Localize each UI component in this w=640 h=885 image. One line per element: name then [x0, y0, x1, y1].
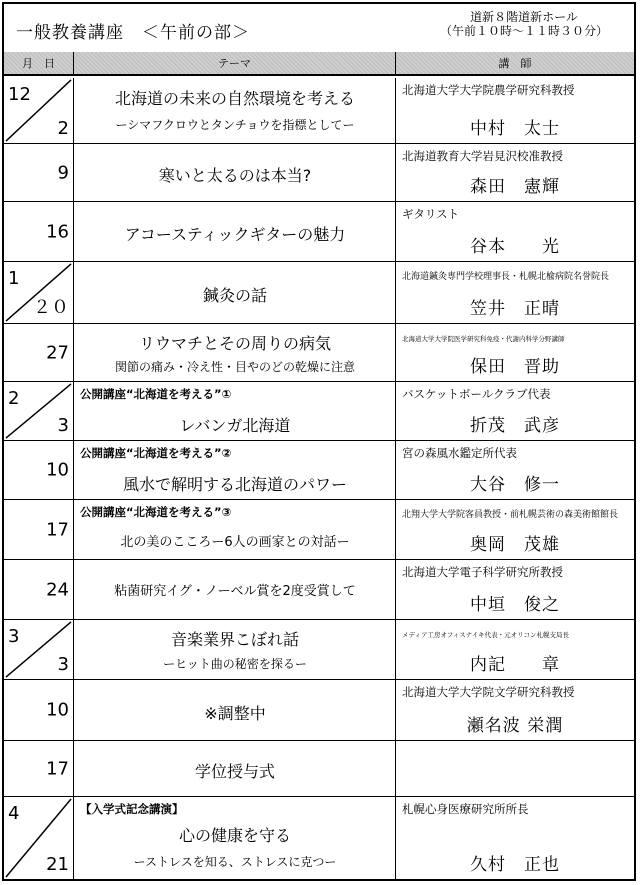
day-label: 17: [46, 519, 69, 540]
lecturer-name: 大谷 修一: [470, 475, 560, 495]
lecturer-cell: [396, 202, 634, 261]
theme-cell: [74, 560, 396, 619]
table-row: [4, 500, 634, 560]
lecturer-name: 森田 憲輝: [470, 177, 560, 197]
series-label: 公開講座“北海道を考える”②: [80, 446, 232, 460]
theme-title: 音楽業界こぼれ話: [170, 630, 299, 649]
date-cell: [4, 324, 74, 381]
day-label: 2: [57, 118, 69, 139]
venue-time: （午前１０時～１１時３０分）: [439, 24, 608, 38]
lecturer-affiliation: 北翔大学大学院客員教授・前札幌芸術の森美術館館長: [402, 510, 619, 520]
lecturer-affiliation: ギタリスト: [402, 207, 460, 221]
date-cell: [4, 441, 74, 499]
column-header-lecturer: 講 師: [396, 52, 634, 76]
date-cell: [4, 620, 74, 679]
month-label: 4: [8, 803, 20, 824]
theme-cell: [74, 620, 396, 679]
day-label: 10: [46, 459, 69, 481]
date-cell: [4, 797, 74, 879]
lecturer-name: 谷本 光: [470, 237, 560, 257]
theme-cell: [74, 441, 396, 499]
lecturer-affiliation: 北海道教育大学岩見沢校准教授: [402, 149, 563, 163]
table-row: [4, 441, 634, 500]
theme-title: 鍼灸の話: [202, 286, 267, 305]
theme-title: 粘菌研究イグ・ノーベル賞を2度受賞して: [114, 584, 356, 599]
lecturer-cell: [396, 620, 634, 679]
theme-cell: [74, 202, 396, 261]
theme-cell: [74, 797, 396, 879]
table-row: [4, 560, 634, 620]
theme-title: 北海道の未来の自然環境を考える: [114, 89, 355, 108]
month-label: 1: [8, 268, 20, 289]
lecturer-name: 中村 太士: [470, 119, 560, 139]
page-header: [4, 4, 634, 54]
date-cell: [4, 382, 74, 440]
table-row: [4, 262, 634, 324]
date-cell: [4, 144, 74, 201]
date-cell: [4, 500, 74, 559]
lecturer-affiliation: メディア工房オフィスナイキ代表・元オリコン札幌支局長: [402, 631, 570, 639]
table-row: [4, 382, 634, 441]
theme-cell: [74, 144, 396, 201]
day-label: 17: [46, 758, 69, 779]
theme-subtitle: ーヒット曲の秘密を探るー: [163, 657, 307, 671]
lecturer-cell: [396, 680, 634, 740]
series-label: 【入学式記念講演】: [80, 802, 184, 816]
theme-title: 学位授与式: [194, 762, 275, 781]
column-header-date: 月 日: [4, 52, 74, 76]
date-cell: [4, 560, 74, 619]
theme-cell: [74, 500, 396, 559]
lecturer-name: 保田 晋助: [470, 357, 560, 377]
lecturer-affiliation: 北海道大学大学院医学研究科免疫・代謝内科学分野講師: [402, 335, 565, 343]
table-row: [4, 741, 634, 797]
theme-title: ※調整中: [204, 704, 266, 723]
lecturer-cell: [396, 441, 634, 499]
lecturer-cell: [396, 324, 634, 381]
venue-info: [424, 10, 624, 38]
series-label: 公開講座“北海道を考える”①: [80, 387, 232, 401]
day-label: 3: [57, 415, 69, 436]
lecturer-cell: [396, 741, 634, 796]
month-label: 12: [8, 84, 31, 105]
lecturer-cell: [396, 78, 634, 143]
lecturer-affiliation: 北海道大学大学院農学研究科教授: [402, 83, 575, 97]
theme-subtitle: 関節の痛み・冷え性・目やのどの乾燥に注意: [114, 360, 355, 374]
day-label: 3: [57, 654, 69, 675]
lecture-schedule: [2, 2, 636, 881]
day-label: 9: [57, 162, 69, 183]
theme-cell: [74, 680, 396, 740]
lecturer-name: 折茂 武彦: [470, 416, 560, 436]
theme-title: 北の美のこころー6人の画家との対話ー: [120, 535, 350, 550]
day-label: 16: [46, 221, 69, 242]
day-label: 10: [46, 699, 69, 721]
theme-title: レバンガ北海道: [179, 416, 291, 435]
table-row: [4, 202, 634, 262]
date-cell: [4, 202, 74, 261]
month-label: 3: [8, 626, 20, 647]
theme-title: リウマチとその周りの病気: [138, 334, 331, 353]
lecturer-name: 笠井 正晴: [470, 299, 560, 319]
column-header-theme: テーマ: [74, 52, 396, 76]
lecturer-affiliation: 宮の森風水鑑定所代表: [402, 446, 517, 460]
page-title: 一般教養講座 ＜午前の部＞: [16, 23, 250, 43]
table-row: [4, 78, 634, 144]
day-label: 24: [46, 579, 69, 600]
date-cell: [4, 78, 74, 143]
lecturer-name: 久村 正也: [470, 855, 560, 875]
day-label: 27: [46, 342, 69, 363]
table-row: [4, 324, 634, 382]
lecturer-affiliation: 札幌心身医療研究所所長: [402, 802, 529, 816]
lecturer-affiliation: バスケットボールクラブ代表: [402, 387, 551, 401]
table-row: [4, 797, 634, 879]
venue-name: 道新８階道新ホール: [470, 10, 578, 24]
lecturer-cell: [396, 797, 634, 879]
date-cell: [4, 741, 74, 796]
lecturer-cell: [396, 144, 634, 201]
lecturer-affiliation: 北海道大学電子科学研究所教授: [402, 565, 563, 579]
theme-title: 風水で解明する北海道のパワー: [122, 475, 347, 494]
day-label: ２０: [33, 297, 69, 318]
lecturer-cell: [396, 262, 634, 323]
lecturer-name: 瀬名波 栄潤: [466, 716, 564, 736]
table-row: [4, 620, 634, 680]
lecturer-name: 奥岡 茂雄: [470, 535, 560, 555]
lecturer-cell: [396, 382, 634, 440]
table-row: [4, 680, 634, 741]
theme-subtitle: ーシマフクロウとタンチョウを指標としてー: [115, 118, 355, 132]
theme-title: 寒いと太るのは本当?: [158, 166, 312, 185]
theme-cell: [74, 741, 396, 796]
table-row: [4, 144, 634, 202]
lecturer-affiliation: 北海道大学大学院文学研究科教授: [402, 685, 575, 699]
theme-title: 心の健康を守る: [178, 826, 291, 845]
theme-subtitle: ーストレスを知る、ストレスに克つー: [133, 855, 337, 869]
month-label: 2: [8, 388, 20, 409]
series-label: 公開講座“北海道を考える”③: [80, 505, 232, 519]
date-cell: [4, 680, 74, 740]
date-cell: [4, 262, 74, 323]
day-label: 21: [46, 854, 69, 875]
lecturer-cell: [396, 560, 634, 619]
theme-title: アコースティックギターの魅力: [124, 225, 346, 244]
theme-cell: [74, 382, 396, 440]
lecturer-cell: [396, 500, 634, 559]
theme-cell: [74, 324, 396, 381]
lecturer-affiliation: 北海道鍼灸専門学校理事長・札幌北楡病院名誉院長: [402, 272, 610, 282]
theme-cell: [74, 78, 396, 143]
theme-cell: [74, 262, 396, 323]
lecturer-name: 内記 章: [470, 655, 560, 675]
lecturer-name: 中垣 俊之: [470, 595, 560, 615]
